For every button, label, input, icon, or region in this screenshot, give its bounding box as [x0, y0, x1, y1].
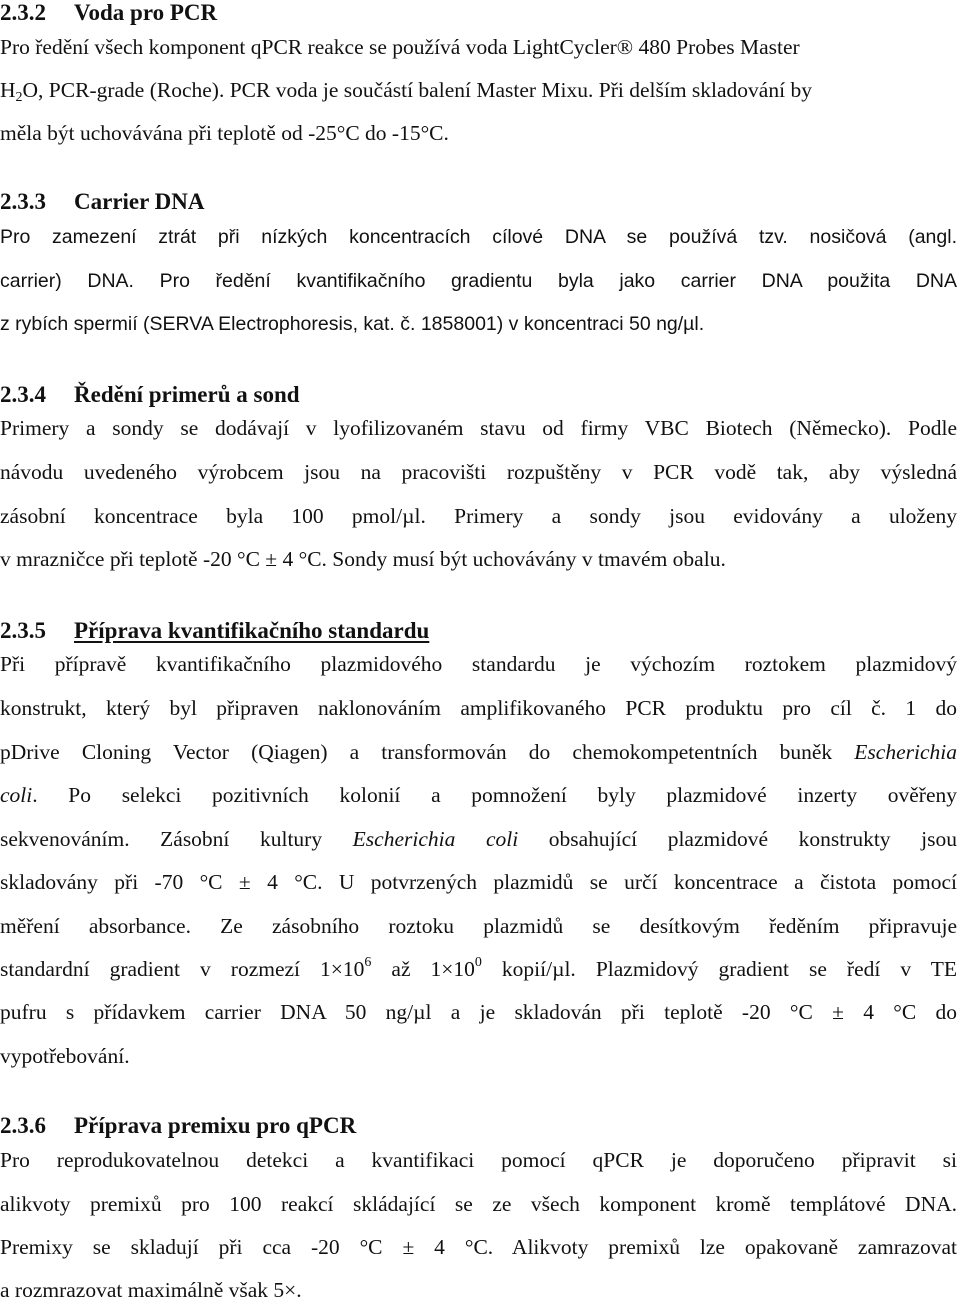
heading-2-3-5: 2.3.5 Příprava kvantifikačního standardu: [0, 618, 430, 643]
section-2-3-2: 2.3.2 Voda pro PCR Pro ředění všech komponent qPCR reakce se používá voda LightCycler® 480 Probes Master $H_2O$, PCR-grade (Roche). PCR voda je součástí balení Master Mixu. Při delším skladování by měla být uchovávána při teplotě od -25°C do -15°C.: [0, 0, 957, 28]
section-2-3-4: 2.3.4 Ředění primerů a sond Primery a sondy se dodávají v lyofilizovaném stavu od firmy VBC Biotech (Německo). Podle návodu uvedeného výrobcem jsou na pracovišti rozpuštěny v PCR vodě tak, aby výsledná zásobní koncentrace byla 100 pmol/µl. Primery a sondy jsou evidovány a uloženy v mrazničce při teplotě -20 °C ± 4 °C. Sondy musí být uchovávány v tmavém obalu.: [0, 382, 957, 571]
heading-2-3-4: 2.3.4 Ředění primerů a sond: [0, 382, 300, 407]
heading-2-3-3: 2.3.3 Carrier DNA: [0, 189, 205, 214]
section-2-3-3: 2.3.3 Carrier DNA Pro zamezení ztrát při nízkých koncentracích cílové DNA se používá tzv. nosičová (angl. carrier) DNA. Pro ředění kvantifikačního gradientu byla jako carrier DNA použita DNA z rybích spermií (SERVA Electrophoresis, kat. č. 1858001) v koncentraci 50 ng/µl.: [0, 189, 957, 335]
section-2-3-5: 2.3.5 Příprava kvantifikačního standardu Při přípravě kvantifikačního plazmidového standardu je výchozím roztokem plazmidový konstrukt, který byl připraven naklonováním amplifikovaného PCR produktu pro cíl č. 1 do pDrive Cloning Vector (Qiagen) a transformován do chemokompetentních buněk Escherichia coli. Po selekci pozitivních kolonií a pomnožení byly plazmidové inzerty ověřeny sekvenováním. Zásobní kultury Escherichia coli obsahující plazmidové konstrukty jsou skladovány při -70 °C ± 4 °C. U potvrzených plazmidů se určí koncentrace a čistota pomocí měření absorbance. Ze zásobního roztoku plazmidů se desítkovým ředěním připravuje standardní gradient v rozmezí $1\times 10^6$ až $1\times 10^0$ kopií/µl. Plazmidový gradient se ředí v TE pufru s přídavkem carrier DNA 50 ng/µl a je skladován při teplotě -20 °C ± 4 °C do vypotřebování.: [0, 618, 957, 1068]
heading-2-3-2: 2.3.2 Voda pro PCR: [0, 0, 218, 25]
section-2-3-6: 2.3.6 Příprava premixu pro qPCR Pro reprodukovatelnou detekci a kvantifikaci pomocí qPCR je doporučeno připravit si alikvoty premixů pro 100 reakcí skládající se ze všech komponent kromě templátové DNA. Premixy se skladují při cca -20 °C ± 4 °C. Alikvoty premixů lze opakovaně zamrazovat a rozmrazovat maximálně však 5×.: [0, 1113, 957, 1302]
heading-2-3-6: 2.3.6 Příprava premixu pro qPCR: [0, 1113, 357, 1138]
